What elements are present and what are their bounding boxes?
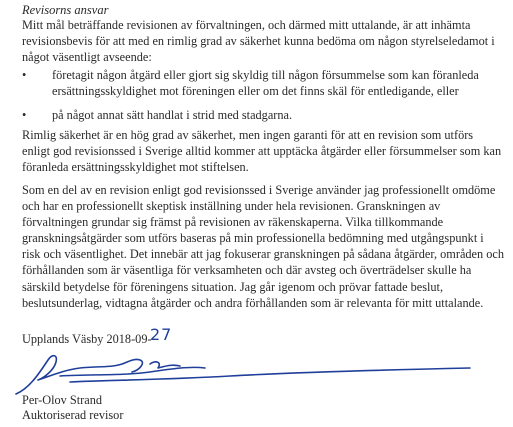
section-heading: Revisorns ansvar	[22, 3, 109, 17]
signer-name: Per-Olov Strand	[22, 393, 103, 407]
bullet-text: på något annat sätt handlat i strid med stadgarna.	[52, 108, 293, 122]
signer-title: Auktoriserad revisor	[22, 408, 124, 422]
bullet-text: företagit någon åtgärd eller gjort sig skyldig till någon försummelse som kan föranleda ersättningsskyldighet mot föreningen eller om det finns skäl för entledigande, eller	[52, 68, 479, 99]
paragraph-objective: Mitt mål beträffande revisionen av förvaltningen, och därmed mitt uttalande, är att inhämta revisionsbevis för att med en rimlig grad av säkerhet kunna bedöma om någon styrelseledamot i något väsentligt avseende:	[22, 18, 495, 65]
place-and-date: Upplands Väsby 2018-09-	[22, 332, 152, 346]
paragraph-reasonable-assurance: Rimlig säkerhet är en hög grad av säkerhet, men ingen garanti för att en revision som utförs enligt god revisionssed i Sverige alltid kommer att upptäcka åtgärder eller försummelser som kan föranleda ersättningsskyldighet mot stiftelsen.	[22, 128, 502, 175]
handwritten-day: 27	[150, 325, 173, 344]
paragraph-audit-procedure: Som en del av en revision enligt god revisionssed i Sverige använder jag professionellt omdöme och har en professionellt skeptisk inställning under hela revisionen. Granskningen av förvaltningen grundar sig främst på revisionen av räkenskaperna. Vilka tillkommande granskningsåtgärder som utförs baseras på min professionella bedömning med utgångspunkt i risk och väsentlighet. Det innebär att jag fokuserar granskningen på sådana åtgärder, områden och förhållanden som är väsentliga för verksamheten och där avsteg och överträdelser skulle ha särskild betydelse för föreningens situation. Jag går igenom och prövar fattade beslut, beslutsunderlag, vidtagna åtgärder och andra förhållanden som är relevanta för mitt uttalande.	[22, 183, 504, 310]
bullet-marker: •	[22, 108, 27, 122]
bullet-marker: •	[22, 68, 27, 82]
handwritten-signature	[0, 350, 513, 398]
